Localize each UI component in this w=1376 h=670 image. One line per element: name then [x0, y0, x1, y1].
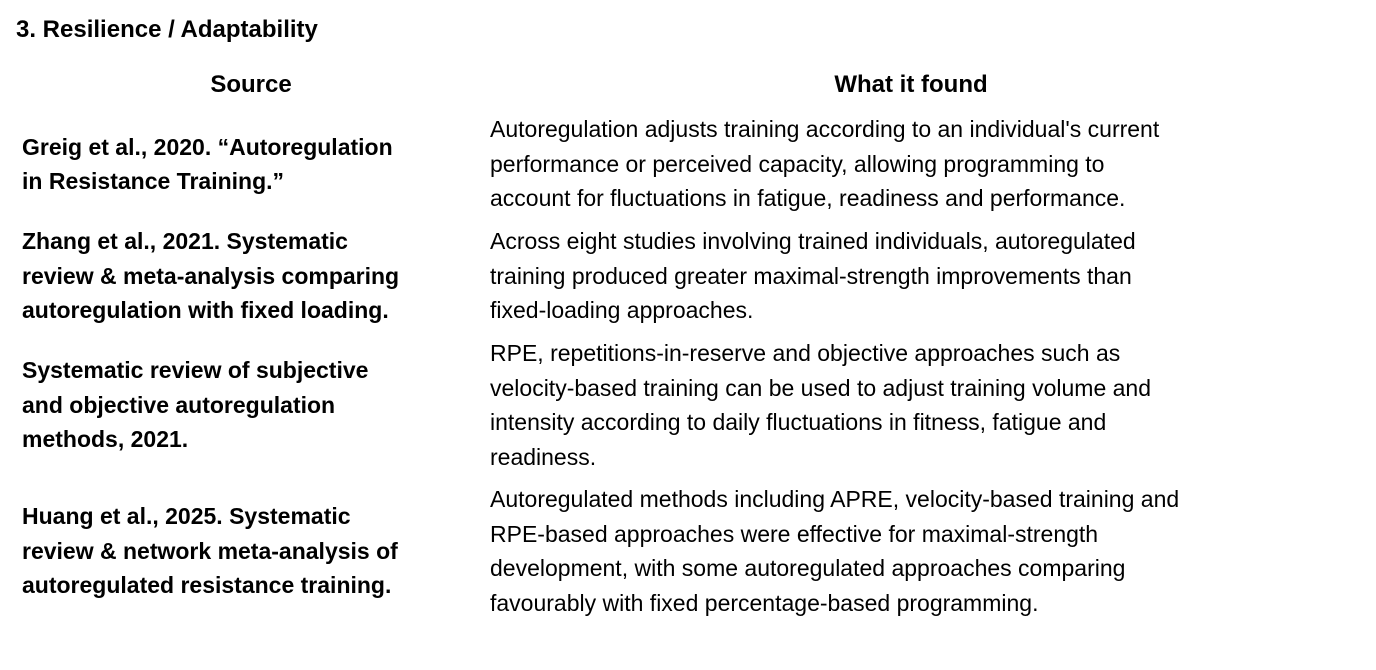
finding-cell — [490, 336, 1350, 474]
source-line: autoregulated resistance training. — [22, 572, 392, 599]
source-line: in Resistance Training.” — [22, 168, 285, 194]
finding-line: Across eight studies involving trained individuals, autoregulated — [490, 228, 1136, 254]
source-line: Zhang et al., 2021. Systematic — [22, 228, 348, 255]
column-header-what-it-found: What it found — [834, 71, 988, 98]
section-title: 3. Resilience / Adaptability — [16, 16, 318, 43]
table-row — [0, 482, 1376, 620]
source-line: review & network meta-analysis of — [22, 537, 398, 564]
finding-line: RPE, repetitions-in-reserve and objective approaches such as — [490, 340, 1121, 366]
finding-line: fixed-loading approaches. — [490, 297, 754, 323]
finding-line: performance or perceived capacity, allowing programming to — [490, 150, 1105, 177]
source-line: Systematic review of subjective — [22, 357, 369, 384]
source-line: Huang et al., 2025. Systematic — [22, 503, 351, 530]
finding-line: training produced greater maximal-strength improvements than — [490, 262, 1132, 289]
finding-line: favourably with fixed percentage-based programming. — [490, 589, 1039, 616]
source-cell — [22, 336, 484, 474]
table-row — [0, 224, 1376, 328]
finding-line: readiness. — [490, 443, 597, 470]
finding-line: Autoregulated methods including APRE, velocity-based training and — [490, 486, 1180, 512]
column-header-source: Source — [210, 71, 292, 98]
source-line: methods, 2021. — [22, 426, 189, 453]
finding-line: RPE-based approaches were effective for maximal-strength — [490, 520, 1099, 547]
source-cell — [22, 112, 484, 216]
finding-line: development, with some autoregulated approaches comparing — [490, 555, 1126, 581]
source-line: autoregulation with fixed loading. — [22, 297, 389, 324]
table-row — [0, 112, 1376, 216]
finding-cell — [490, 112, 1350, 216]
source-cell — [22, 224, 484, 328]
source-line: Greig et al., 2020. “Autoregulation — [22, 133, 393, 160]
finding-cell — [490, 482, 1350, 620]
finding-line: account for fluctuations in fatigue, readiness and performance. — [490, 185, 1126, 211]
source-line: and objective autoregulation — [22, 391, 336, 418]
finding-line: velocity-based training can be used to adjust training volume and — [490, 374, 1152, 401]
finding-cell — [490, 224, 1350, 328]
source-line: review & meta-analysis comparing — [22, 262, 400, 289]
source-cell — [22, 482, 484, 620]
table-row — [0, 336, 1376, 474]
finding-line: Autoregulation adjusts training according to an individual's current — [490, 116, 1160, 142]
finding-line: intensity according to daily fluctuations in fitness, fatigue and — [490, 409, 1107, 435]
